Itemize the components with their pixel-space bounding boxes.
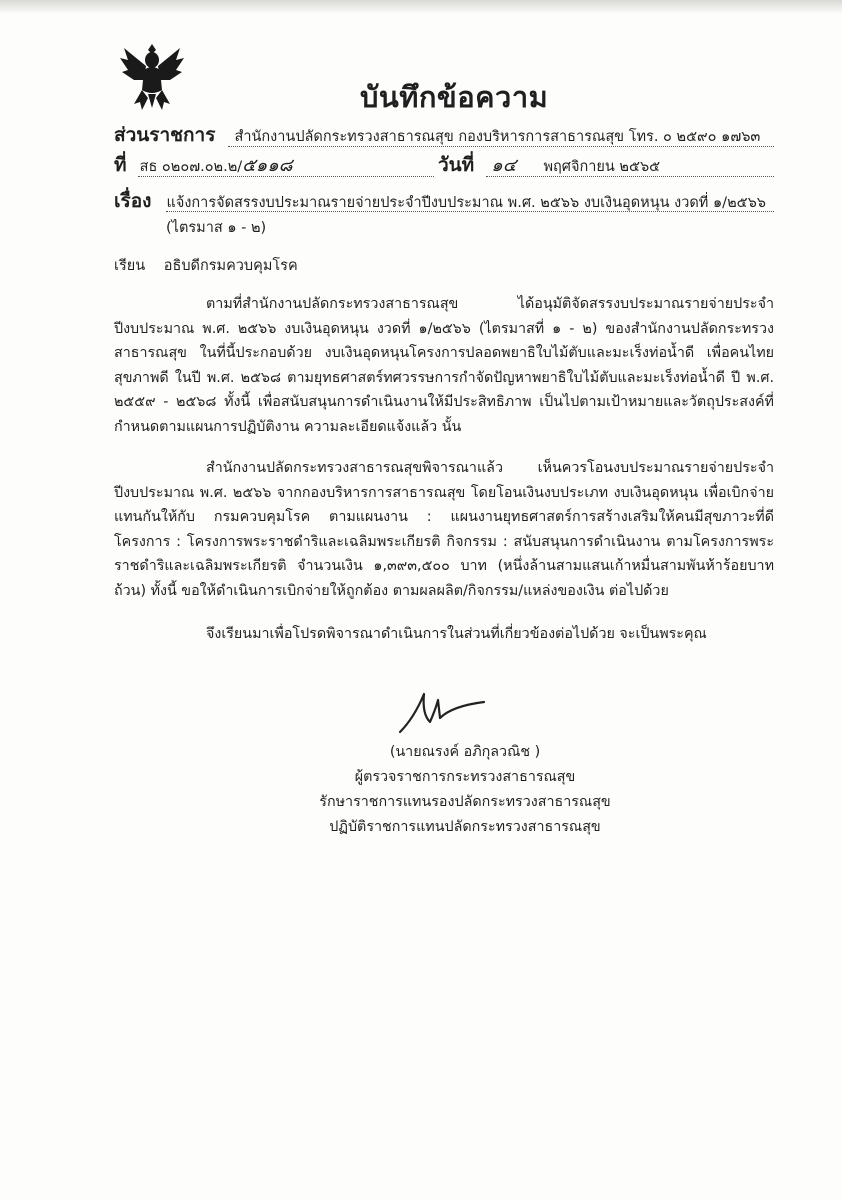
salutation-row [114, 254, 298, 277]
signature-block [300, 740, 630, 840]
signer-name: (นายณรงค์ อภิกุลวณิช ) [389, 744, 541, 760]
memo-title: บันทึกข้อความ [360, 80, 549, 114]
body-paragraph-2: สำนักงานปลัดกระทรวงสาธารณสุขพิจารณาแล้ว เห็นควรโอนงบประมาณรายจ่ายประจำปีงบประมาณ พ.ศ. ๒๕๖๖ จากกองบริหารการสาธารณสุข โดยโอนเงินงบประเภท งบเงินอุดหนุน เพื่อเบิกจ่ายแทนกันให้กับ กรมควบคุมโรค ตามแผนงาน : แผนงานยุทธศาสตร์การสร้างเสริมให้คนมีสุขภาวะที่ดี โครงการ : โครงการพระราชดำริและเฉลิมพระเกียรติ กิจกรรม : สนับสนุนการดำเนินงาน ตามโครงการพระราชดำริและเฉลิมพระเกียรติ จำนวนเงิน ๑,๓๙๓,๕๐๐ บาท (หนึ่งล้านสามแสนเก้าหมื่นสามพันห้าร้อยบาทถ้วน) ทั้งนี้ ขอให้ดำเนินการเบิกจ่ายให้ถูกต้อง ตามผลผลิต/กิจกรรม/แหล่งของเงิน ต่อไปด้วย [114, 460, 774, 599]
subject-line-1: แจ้งการจัดสรรงบประมาณรายจ่ายประจำปีงบประมาณ พ.ศ. ๒๕๖๖ งบเงินอุดหนุน งวดที่ ๑/๒๕๖๖ [166, 195, 767, 211]
date-label: วันที่ [438, 154, 475, 176]
subject-line-2: (ไตรมาส ๑ - ๒) [166, 220, 267, 236]
reference-value: สธ ๐๒๐๗.๐๒.๒/ [139, 159, 243, 175]
subject-label: เรื่อง [114, 190, 152, 212]
salutation-label: เรียน [114, 258, 146, 274]
agency-underline [228, 146, 774, 147]
date-month-year: พฤศจิกายน ๒๕๖๕ [543, 159, 661, 175]
agency-label: ส่วนราชการ [114, 124, 216, 146]
reference-underline [138, 176, 434, 177]
body-paragraph-1: ตามที่สำนักงานปลัดกระทรวงสาธารณสุข ได้อนุมัติจัดสรรงบประมาณรายจ่ายประจำปีงบประมาณ พ.ศ. ๒๕๖๖ งบเงินอุดหนุน งวดที่ ๑/๒๕๖๖ (ไตรมาสที่ ๑ - ๒) ของสำนักงานปลัดกระทรวงสาธารณสุข ในที่นี้ประกอบด้วย งบเงินอุดหนุนโครงการปลอดพยาธิใบไม้ตับและมะเร็งท่อน้ำดี เพื่อคนไทยสุขภาพดี ในปี พ.ศ. ๒๕๖๘ ตามยุทธศาสตร์ทศวรรษการกำจัดปัญหาพยาธิใบไม้ตับและมะเร็งท่อน้ำดี ปี พ.ศ. ๒๕๕๙ - ๒๕๖๘ ทั้งนี้ เพื่อสนับสนุนการดำเนินงานให้มีประสิทธิภาพ เป็นไปตามเป้าหมายและวัตถุประสงค์ที่กำหนดตามแผนการปฏิบัติงาน ความละเอียดแจ้งแล้ว นั้น [114, 296, 774, 435]
body-paragraph-3: จึงเรียนมาเพื่อโปรดพิจารณาดำเนินการในส่วนที่เกี่ยวข้องต่อไปด้วย จะเป็นพระคุณ [206, 626, 707, 642]
reference-label: ที่ [114, 154, 127, 176]
handwritten-signature-icon [380, 688, 490, 736]
signer-position-3: ปฏิบัติราชการแทนปลัดกระทรวงสาธารณสุข [329, 819, 601, 835]
scan-edge [0, 0, 842, 14]
reference-handwritten: ๕๑๑๘ [242, 155, 293, 176]
signer-position-1: ผู้ตรวจราชการกระทรวงสาธารณสุข [354, 769, 576, 785]
salutation-value: อธิบดีกรมควบคุมโรค [163, 258, 298, 274]
signer-position-2: รักษาราชการแทนรองปลัดกระทรวงสาธารณสุข [319, 794, 611, 810]
date-underline [486, 176, 774, 177]
subject-underline [166, 211, 774, 212]
date-day: ๑๔ [491, 155, 517, 176]
garuda-emblem-icon [118, 40, 186, 112]
agency-value: สำนักงานปลัดกระทรวงสาธารณสุข กองบริหารการสาธารณสุข โทร. ๐ ๒๕๙๐ ๑๗๖๓ [234, 129, 761, 145]
